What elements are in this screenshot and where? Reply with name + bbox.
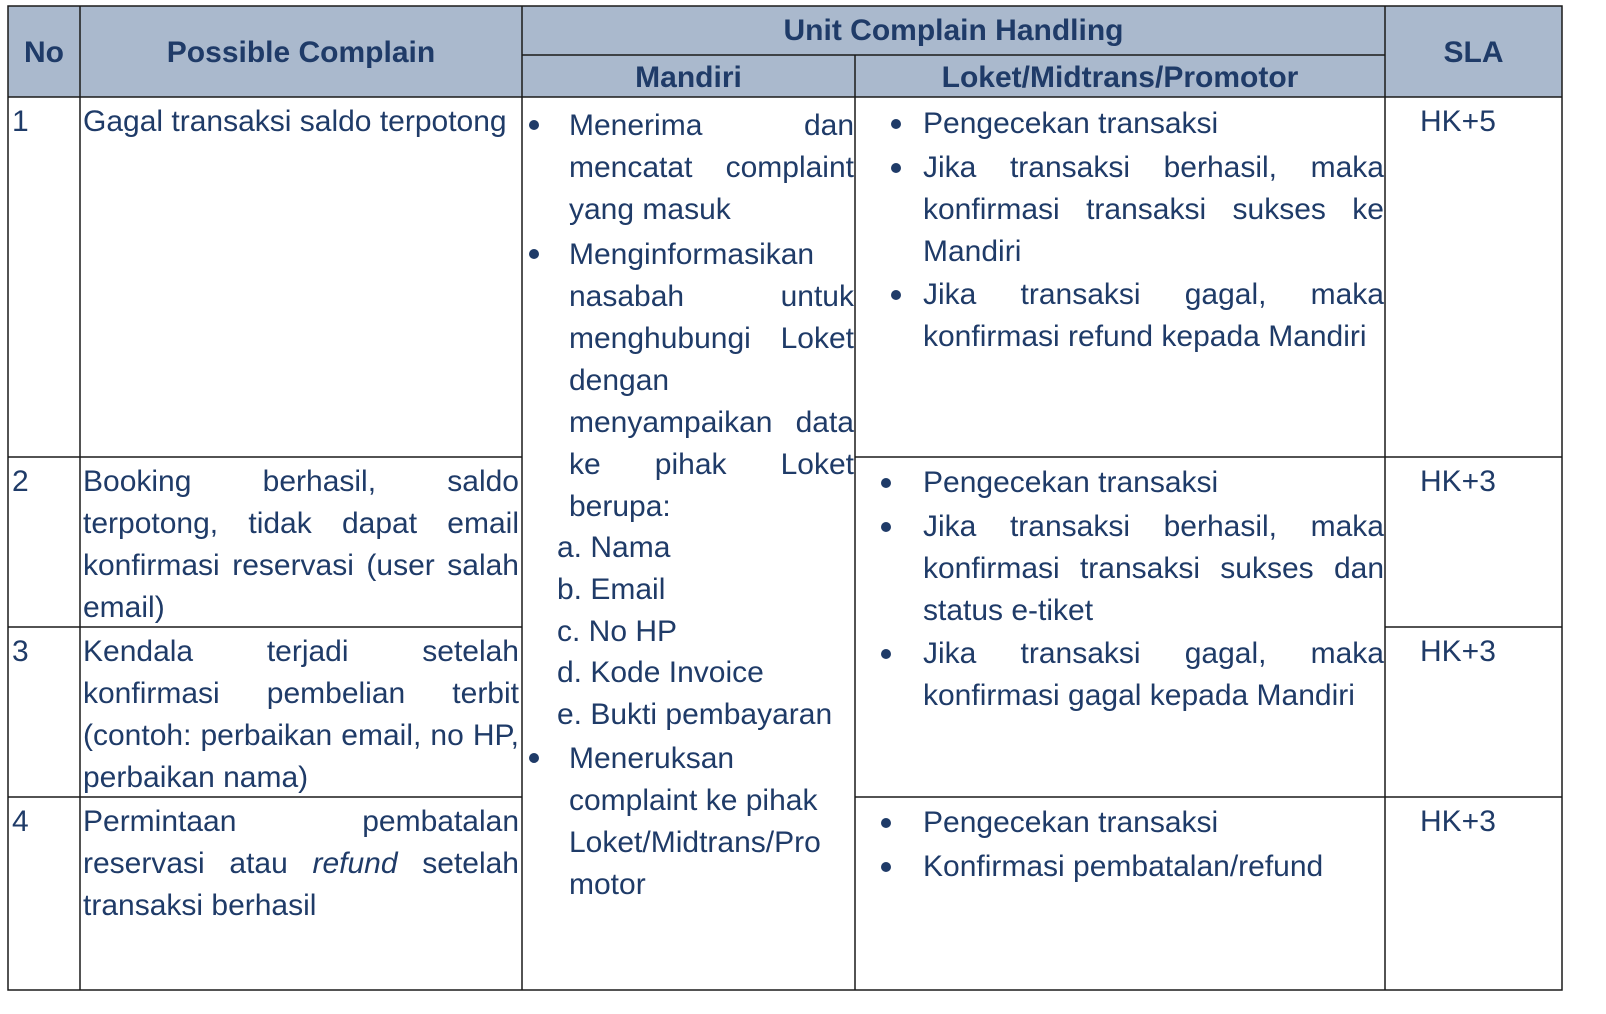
mandiri-bullet-3c: motor [569, 868, 646, 901]
row-4-complain-emphasis: refund [312, 847, 398, 880]
row-3-sla: HK+3 [1420, 635, 1496, 668]
bullet-icon [529, 753, 539, 763]
mandiri-sub-c: c. No HP [557, 615, 678, 648]
bullet-icon [529, 120, 539, 130]
header-no: No [24, 36, 64, 69]
mandiri-sub-b: b. Email [557, 573, 666, 606]
bullet-icon [881, 649, 891, 659]
row-4-complain [83, 801, 519, 927]
bullet-icon [881, 522, 891, 532]
header-mandiri: Mandiri [635, 61, 742, 94]
mandiri-sub-d: d. Kode Invoice [557, 656, 764, 689]
row-4-complain-post: setelah transaksi berhasil [83, 847, 519, 922]
bullet-icon [891, 290, 901, 300]
header-unit-complain-handling: Unit Complain Handling [783, 14, 1124, 47]
loket-3-item-1: Pengecekan transaksi [923, 806, 1219, 839]
bullet-icon [881, 818, 891, 828]
loket-1-item-2: Jika transaksi berhasil, maka konfirmasi transaksi sukses ke Mandiri [923, 151, 1384, 268]
mandiri-bullet-2: Menginformasikan nasabah untuk menghubungi Loket dengan menyampaikan data ke pihak Loket berupa: [569, 238, 854, 523]
mandiri-bullet-3b: Loket/Midtrans/Pro [569, 826, 821, 859]
mandiri-sub-e: e. Bukti pembayaran [557, 698, 833, 731]
loket-2-item-3: Jika transaksi gagal, maka konfirmasi gagal kepada Mandiri [923, 637, 1384, 712]
row-1-complain: Gagal transaksi saldo terpotong [83, 105, 507, 138]
loket-1-item-3: Jika transaksi gagal, maka konfirmasi refund kepada Mandiri [923, 278, 1384, 353]
bullet-icon [881, 862, 891, 872]
bullet-icon [881, 478, 891, 488]
row-4-sla: HK+3 [1420, 805, 1496, 838]
header-loket: Loket/Midtrans/Promotor [941, 61, 1299, 94]
row-2-sla: HK+3 [1420, 465, 1496, 498]
header-possible-complain: Possible Complain [166, 36, 436, 69]
row-2-complain: Booking berhasil, saldo terpotong, tidak dapat email konfirmasi reservasi (user salah email) [83, 465, 519, 624]
mandiri-bullet-3a: Meneruksan complaint ke pihak [569, 742, 818, 817]
row-1-no: 1 [12, 105, 29, 138]
row-2-no: 2 [12, 465, 29, 498]
mandiri-sub-a: a. Nama [557, 531, 671, 564]
loket-1-item-1: Pengecekan transaksi [923, 107, 1219, 140]
row-4-no: 4 [12, 805, 29, 838]
loket-3-item-2: Konfirmasi pembatalan/refund [923, 850, 1324, 883]
row-3-complain: Kendala terjadi setelah konfirmasi pembelian terbit (contoh: perbaikan email, no HP, perbaikan nama) [83, 635, 519, 794]
bullet-icon [891, 119, 901, 129]
row-1-sla: HK+5 [1420, 105, 1496, 138]
loket-2-item-1: Pengecekan transaksi [923, 466, 1219, 499]
row-3-no: 3 [12, 635, 29, 668]
bullet-icon [529, 249, 539, 259]
bullet-icon [891, 163, 901, 173]
mandiri-bullet-1: Menerima dan mencatat complaint yang masuk [569, 109, 854, 226]
row-4-complain-pre: Permintaan pembatalan reservasi atau [83, 805, 519, 880]
loket-2-item-2: Jika transaksi berhasil, maka konfirmasi transaksi sukses dan status e-tiket [923, 510, 1384, 627]
header-sla: SLA [1443, 36, 1504, 69]
